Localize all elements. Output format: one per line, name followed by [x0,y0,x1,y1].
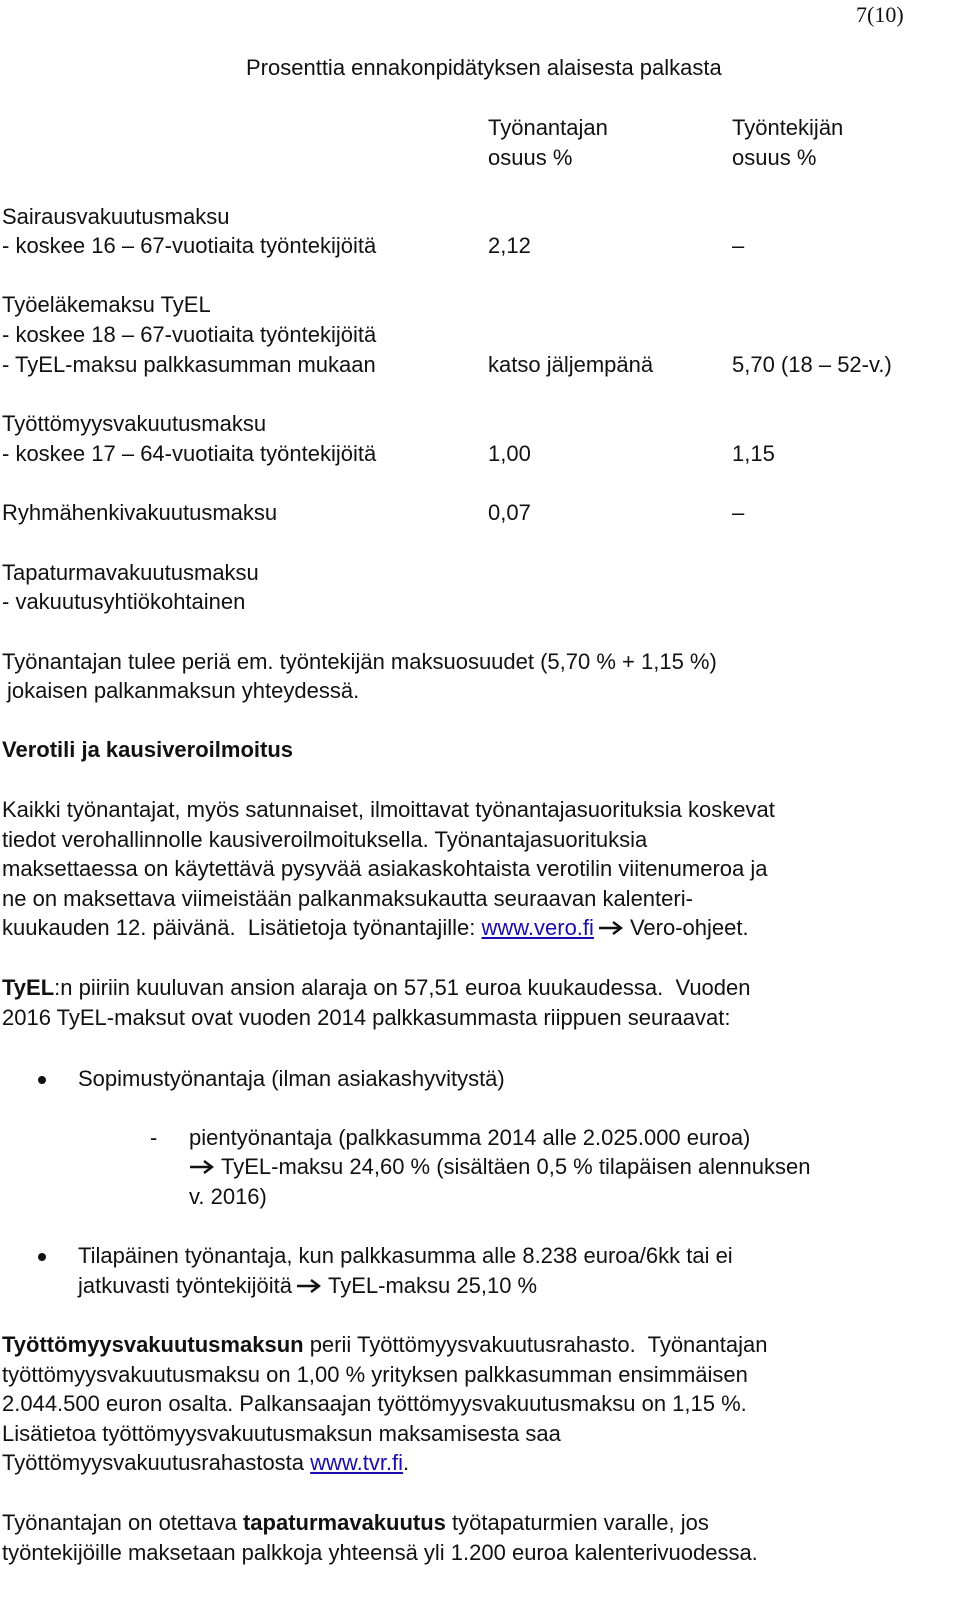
row-sairaus-label: Sairausvakuutusmaksu [2,204,230,229]
row-sairaus-sub: - koskee 16 – 67-vuotiaita työntekijöitä [2,233,377,258]
tvr-link[interactable]: www.tvr.fi [310,1450,404,1476]
row-tapat-label: Tapaturmavakuutusmaksu [2,560,259,585]
tapat-bold: tapaturmavakuutus [242,1510,446,1535]
row-ryhma-employer: 0,07 [488,500,531,525]
tt-line1-rest: perii Työttömyysvakuutusrahasto. Työnantajan [303,1332,768,1357]
tt-line5-post: . [403,1450,410,1476]
tyel-sub-line3: v. 2016) [189,1184,267,1209]
tapat-line1-post: työtapaturmien varalle, jos [445,1510,709,1535]
tyel-sub-line2 [189,1152,810,1182]
col-header-employer-line1: Työnantajan [488,115,608,140]
arrow-right-icon [189,1160,215,1174]
vero-link[interactable]: www.vero.fi [481,915,594,941]
row-tyel-sub1: - koskee 18 – 67-vuotiaita työntekijöitä [2,322,377,347]
bullet-icon [38,1253,46,1261]
col-header-employee-line1: Työntekijän [732,115,844,140]
tyel-sub-dash: - [150,1125,158,1150]
tyel-line2: 2016 TyEL-maksut ovat vuoden 2014 palkkasummasta riippuen seuraavat: [2,1004,731,1030]
tyel-line1-rest: :n piiriin kuuluvan ansion alaraja on 57,51 euroa kuukaudessa. Vuoden [54,975,751,1000]
tyel-bullet2-line2-post: TyEL-maksu 25,10 % [328,1273,538,1298]
tt-line2: työttömyysvakuutusmaksu on 1,00 % yrityksen palkkasumman ensimmäisen [2,1361,748,1387]
col-header-employer-line2: osuus % [488,145,573,170]
bullet-icon [38,1076,46,1084]
arrow-right-icon [598,921,624,935]
row-sairaus-employer: 2,12 [488,233,531,258]
row-tyel-label: Työeläkemaksu TyEL [2,292,211,317]
verotili-line2: tiedot verohallinnolle kausiveroilmoituksella. Työnantajasuorituksia [2,826,648,852]
table-title: Prosenttia ennakonpidätyksen alaisesta palkasta [246,55,722,80]
row-tyel-employee: 5,70 (18 – 52-v.) [732,352,892,377]
verotili-line3: maksettaessa on käytettävä pysyvää asiakaskohtaista verotilin viitenumeroa ja [2,856,768,882]
row-tapat-sub: - vakuutusyhtiökohtainen [2,589,246,614]
tyel-paragraph [2,973,922,1032]
tt-line1 [2,1330,922,1360]
tt-line4: Lisätietoa työttömyysvakuutusmaksun maksamisesta saa [2,1420,561,1446]
tapat-line1-pre: Työnantajan on otettava [2,1510,243,1535]
tyel-bold: TyEL [2,975,55,1000]
tapat-paragraph [2,1508,922,1567]
row-tyel-employer: katso jäljempänä [488,352,654,377]
tapat-line2: työntekijöille maksetaan palkkoja yhteensä yli 1.200 euroa kalenterivuodessa. [2,1539,758,1565]
row-sairaus-employee: – [732,233,745,258]
note-line2: jokaisen palkanmaksun yhteydessä. [7,678,360,703]
verotili-line5 [2,913,922,943]
page-number: 7(10) [856,2,904,27]
verotili-line5-post: Vero-ohjeet. [629,915,749,941]
row-tt-sub: - koskee 17 – 64-vuotiaita työntekijöitä [2,441,377,466]
tyel-line1 [2,973,922,1003]
tyel-bullet1: Sopimustyönantaja (ilman asiakashyvitystä) [78,1066,505,1091]
tt-line5 [2,1448,922,1478]
tyel-sub-line2-text: TyEL-maksu 24,60 % (sisältäen 0,5 % tilapäisen alennuksen [221,1154,811,1179]
row-tt-employer: 1,00 [488,441,531,466]
row-ryhma-employee: – [732,500,745,525]
row-ryhma-label: Ryhmähenkivakuutusmaksu [2,500,278,525]
verotili-line1: Kaikki työnantajat, myös satunnaiset, ilmoittavat työnantajasuorituksia koskevat [2,797,775,822]
note-line1: Työnantajan tulee periä em. työntekijän maksuosuudet (5,70 % + 1,15 %) [2,649,717,674]
tapat-line1 [2,1508,922,1538]
tyel-bullet2-line2 [78,1271,537,1301]
tt-paragraph [2,1330,922,1478]
verotili-line5-text: kuukauden 12. päivänä. Lisätietoja työnantajille: [2,915,482,941]
tyel-sub-line1: pientyönantaja (palkkasumma 2014 alle 2.025.000 euroa) [189,1125,751,1150]
tt-bold: Työttömyysvakuutusmaksun [2,1332,304,1357]
row-tyel-sub2: - TyEL-maksu palkkasumman mukaan [2,352,376,377]
tt-line5-pre: Työttömyysvakuutusrahastosta [2,1450,311,1476]
tyel-bullet2-line1: Tilapäinen työnantaja, kun palkkasumma alle 8.238 euroa/6kk tai ei [78,1243,733,1268]
tyel-bullet2-line2-pre: jatkuvasti työntekijöitä [78,1273,292,1298]
row-tt-employee: 1,15 [732,441,775,466]
row-tt-label: Työttömyysvakuutusmaksu [2,411,267,436]
verotili-paragraph [2,795,922,943]
verotili-heading: Verotili ja kausiveroilmoitus [2,737,293,762]
col-header-employee-line2: osuus % [732,145,817,170]
tt-line3: 2.044.500 euron osalta. Palkansaajan työttömyysvakuutusmaksu on 1,15 %. [2,1391,747,1417]
verotili-line4: ne on maksettava viimeistään palkanmaksukautta seuraavan kalenteri- [2,885,693,911]
arrow-right-icon [296,1279,322,1293]
